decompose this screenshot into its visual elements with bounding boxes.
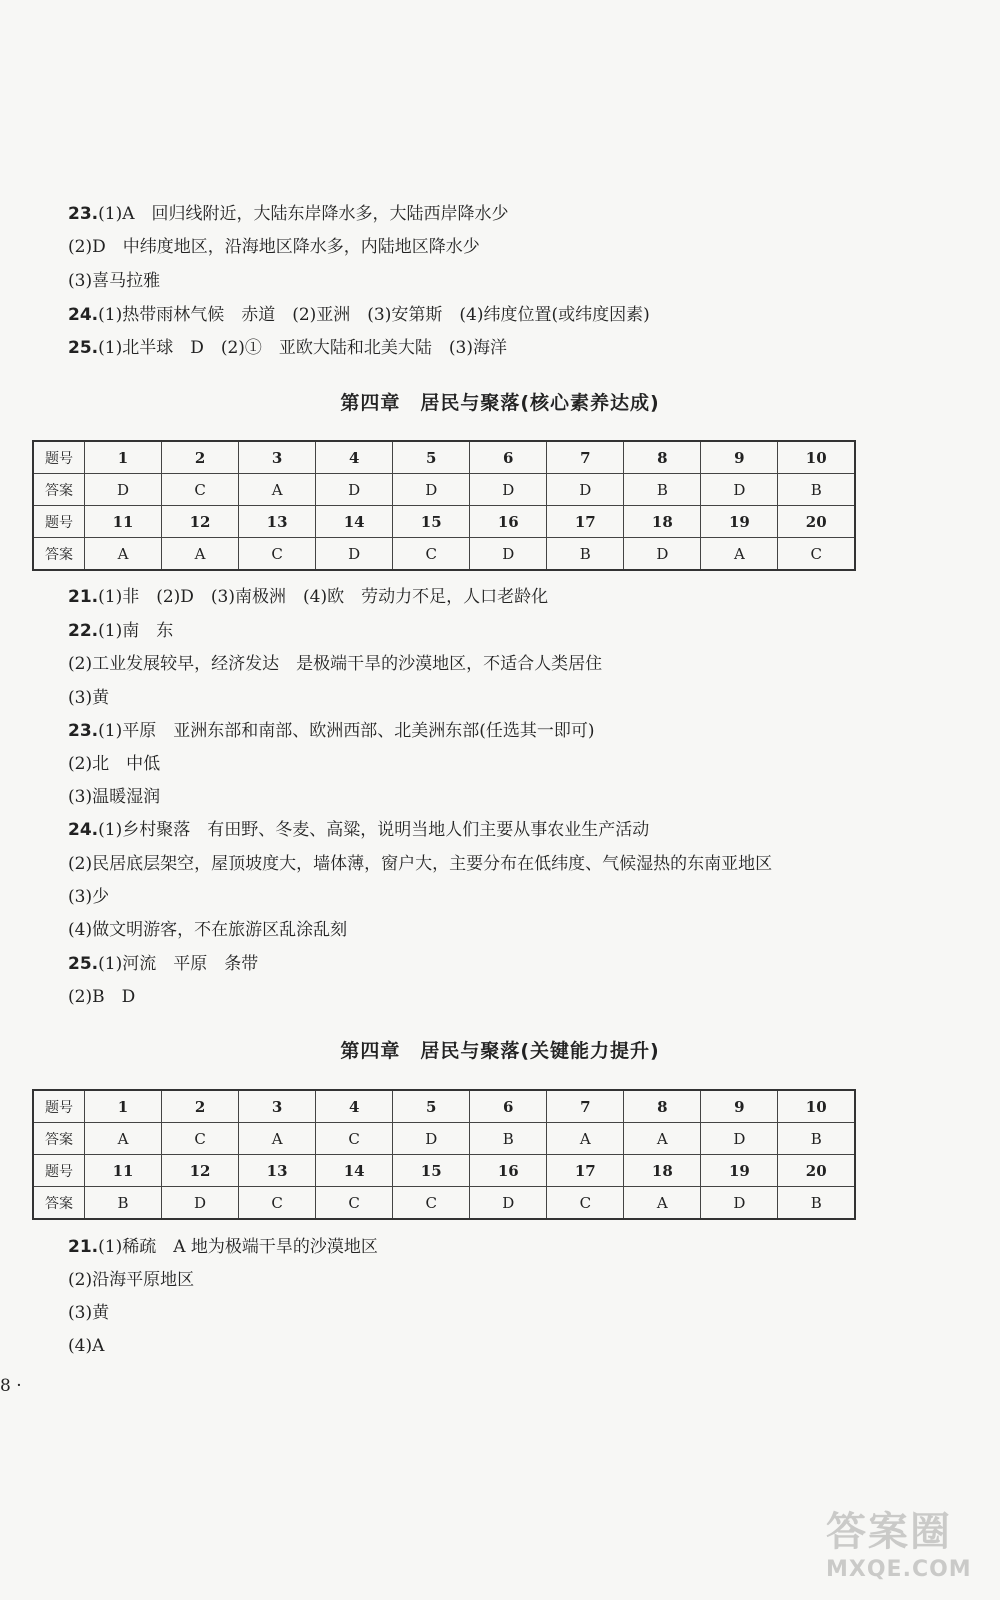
- question-number-cell: 1: [85, 1090, 162, 1123]
- table-row: [33, 441, 855, 474]
- question-number: 23.: [68, 204, 99, 224]
- watermark-url: MXQE.COM: [826, 1557, 972, 1582]
- answer-line: [68, 1336, 104, 1356]
- answer-text: (3)黄: [68, 688, 110, 708]
- answer-text: (4)A: [68, 1336, 105, 1356]
- answer-cell: A: [624, 1123, 701, 1155]
- header-label: 题号: [33, 1090, 85, 1123]
- answer-cell: A: [85, 1123, 162, 1155]
- question-number-cell: 11: [85, 1155, 162, 1187]
- question-number-cell: 20: [778, 506, 855, 538]
- question-number: 21.: [68, 587, 99, 607]
- question-number-cell: 11: [85, 506, 162, 538]
- answer-cell: D: [316, 538, 393, 571]
- answer-cell: D: [85, 474, 162, 506]
- answer-text: (3)少: [68, 887, 110, 907]
- answer-line: [68, 688, 109, 708]
- answer-line: [68, 204, 508, 224]
- question-number-cell: 5: [393, 441, 470, 474]
- answer-text: (1)平原 亚洲东部和南部、欧洲西部、北美洲东部(任选其一即可): [98, 721, 595, 741]
- question-number-cell: 2: [162, 441, 239, 474]
- question-number-cell: 9: [701, 1090, 778, 1123]
- watermark-text: 答案圈: [826, 1509, 952, 1555]
- answer-line: [68, 654, 602, 674]
- answer-line: [68, 1237, 378, 1257]
- question-number-cell: 15: [393, 506, 470, 538]
- question-number-cell: 3: [239, 1090, 316, 1123]
- answer-line: [68, 754, 160, 774]
- answer-line: [68, 1303, 109, 1323]
- question-number-cell: 12: [162, 506, 239, 538]
- question-number-cell: 20: [778, 1155, 855, 1187]
- answer-text: (1)热带雨林气候 赤道 (2)亚洲 (3)安第斯 (4)纬度位置(或纬度因素): [98, 305, 650, 325]
- question-number: 24.: [68, 305, 99, 325]
- answer-cell: D: [162, 1187, 239, 1220]
- answer-cell: C: [316, 1123, 393, 1155]
- answer-cell: A: [624, 1187, 701, 1220]
- answer-cell: C: [239, 1187, 316, 1220]
- question-number-cell: 16: [470, 1155, 547, 1187]
- answer-text: (1)稀疏 A 地为极端干旱的沙漠地区: [98, 1237, 378, 1257]
- answer-cell: C: [162, 1123, 239, 1155]
- question-number-cell: 12: [162, 1155, 239, 1187]
- answer-line: [68, 621, 173, 641]
- question-number-cell: 4: [316, 441, 393, 474]
- answer-cell: D: [701, 1187, 778, 1220]
- answer-cell: C: [316, 1187, 393, 1220]
- question-number-cell: 19: [701, 506, 778, 538]
- question-number: 23.: [68, 721, 99, 741]
- question-number-cell: 10: [778, 1090, 855, 1123]
- question-number-cell: 19: [701, 1155, 778, 1187]
- answer-table-core: [32, 440, 856, 571]
- question-number-cell: 13: [239, 1155, 316, 1187]
- question-number-cell: 10: [778, 441, 855, 474]
- answer-text: (2)B D: [68, 987, 136, 1007]
- answer-line: [68, 954, 258, 974]
- answer-cell: C: [162, 474, 239, 506]
- answer-cell: D: [393, 1123, 470, 1155]
- header-label: 题号: [33, 506, 85, 538]
- question-number-cell: 17: [547, 506, 624, 538]
- question-number: 25.: [68, 954, 99, 974]
- answer-cell: D: [624, 538, 701, 571]
- answer-text: (2)北 中低: [68, 754, 161, 774]
- answer-line: [68, 305, 650, 325]
- question-number-cell: 5: [393, 1090, 470, 1123]
- answer-cell: B: [778, 1187, 855, 1220]
- answer-cell: D: [470, 538, 547, 571]
- answer-text: (1)A 回归线附近，大陆东岸降水多，大陆西岸降水少: [98, 204, 509, 224]
- answer-text: (4)做文明游客，不在旅游区乱涂乱刻: [68, 920, 348, 940]
- answer-text: (1)河流 平原 条带: [98, 954, 259, 974]
- question-number-cell: 7: [547, 441, 624, 474]
- answer-text: (1)北半球 D (2)① 亚欧大陆和北美大陆 (3)海洋: [98, 338, 507, 358]
- question-number-cell: 3: [239, 441, 316, 474]
- question-number-cell: 18: [624, 506, 701, 538]
- answer-line: [68, 587, 548, 607]
- answer-label: 答案: [33, 1187, 85, 1220]
- answer-cell: B: [624, 474, 701, 506]
- answer-table-ability: [32, 1089, 856, 1220]
- answer-cell: B: [778, 474, 855, 506]
- question-number: 21.: [68, 1237, 99, 1257]
- question-number-cell: 8: [624, 1090, 701, 1123]
- table-row: [33, 1155, 855, 1187]
- answer-line: [68, 887, 109, 907]
- answer-text: (3)喜马拉雅: [68, 271, 161, 291]
- question-number: 25.: [68, 338, 99, 358]
- answer-cell: A: [239, 1123, 316, 1155]
- question-number-cell: 4: [316, 1090, 393, 1123]
- answer-text: (3)黄: [68, 1303, 110, 1323]
- question-number-cell: 1: [85, 441, 162, 474]
- answer-label: 答案: [33, 1123, 85, 1155]
- question-number: 22.: [68, 621, 99, 641]
- table-row: [33, 474, 855, 506]
- answer-cell: D: [393, 474, 470, 506]
- answer-label: 答案: [33, 538, 85, 571]
- answer-line: [68, 1270, 194, 1290]
- question-number-cell: 18: [624, 1155, 701, 1187]
- section-title-core: 第四章 居民与聚落(核心素养达成): [340, 392, 660, 414]
- question-number-cell: 2: [162, 1090, 239, 1123]
- answer-cell: A: [85, 538, 162, 571]
- watermark-logo: [826, 1500, 986, 1586]
- answer-text: (1)非 (2)D (3)南极洲 (4)欧 劳动力不足，人口老龄化: [98, 587, 549, 607]
- answer-line: [68, 338, 507, 358]
- answer-label: 答案: [33, 474, 85, 506]
- answer-text: (2)沿海平原地区: [68, 1270, 195, 1290]
- answer-text: (2)民居底层架空，屋顶坡度大，墙体薄，窗户大，主要分布在低纬度、气候湿热的东南亚地区: [68, 854, 773, 874]
- answer-line: [68, 237, 480, 257]
- answer-line: [68, 820, 649, 840]
- answer-line: [68, 271, 160, 291]
- answer-text: (3)温暖湿润: [68, 787, 161, 807]
- answer-text: (1)南 东: [98, 621, 174, 641]
- answer-cell: C: [547, 1187, 624, 1220]
- question-number-cell: 16: [470, 506, 547, 538]
- answer-cell: C: [393, 1187, 470, 1220]
- table-row: [33, 1090, 855, 1123]
- answer-text: (1)乡村聚落 有田野、冬麦、高粱，说明当地人们主要从事农业生产活动: [98, 820, 650, 840]
- answer-cell: D: [316, 474, 393, 506]
- table-row: [33, 1123, 855, 1155]
- answer-cell: B: [470, 1123, 547, 1155]
- question-number-cell: 9: [701, 441, 778, 474]
- answer-cell: D: [701, 474, 778, 506]
- question-number-cell: 7: [547, 1090, 624, 1123]
- answer-cell: A: [547, 1123, 624, 1155]
- question-number-cell: 8: [624, 441, 701, 474]
- answer-cell: A: [239, 474, 316, 506]
- answer-line: [68, 787, 160, 807]
- question-number-cell: 6: [470, 441, 547, 474]
- question-number-cell: 15: [393, 1155, 470, 1187]
- answer-cell: B: [778, 1123, 855, 1155]
- answer-cell: A: [701, 538, 778, 571]
- answer-cell: D: [701, 1123, 778, 1155]
- answer-line: [68, 721, 594, 741]
- section-title-ability: 第四章 居民与聚落(关键能力提升): [340, 1040, 660, 1062]
- page-number: 8 ·: [0, 1376, 22, 1396]
- answer-cell: A: [162, 538, 239, 571]
- question-number-cell: 6: [470, 1090, 547, 1123]
- question-number-cell: 13: [239, 506, 316, 538]
- table-row: [33, 506, 855, 538]
- header-label: 题号: [33, 441, 85, 474]
- answer-cell: D: [470, 474, 547, 506]
- answer-cell: B: [85, 1187, 162, 1220]
- table-row: [33, 1187, 855, 1220]
- answer-cell: C: [778, 538, 855, 571]
- answer-line: [68, 920, 347, 940]
- header-label: 题号: [33, 1155, 85, 1187]
- answer-cell: C: [239, 538, 316, 571]
- question-number-cell: 14: [316, 1155, 393, 1187]
- table-row: [33, 538, 855, 571]
- question-number-cell: 17: [547, 1155, 624, 1187]
- answer-text: (2)工业发展较早，经济发达 是极端干旱的沙漠地区，不适合人类居住: [68, 654, 603, 674]
- answer-cell: C: [393, 538, 470, 571]
- answer-cell: D: [547, 474, 624, 506]
- answer-line: [68, 854, 772, 874]
- answer-cell: B: [547, 538, 624, 571]
- answer-cell: D: [470, 1187, 547, 1220]
- question-number-cell: 14: [316, 506, 393, 538]
- answer-line: [68, 987, 135, 1007]
- answer-text: (2)D 中纬度地区，沿海地区降水多，内陆地区降水少: [68, 237, 480, 257]
- question-number: 24.: [68, 820, 99, 840]
